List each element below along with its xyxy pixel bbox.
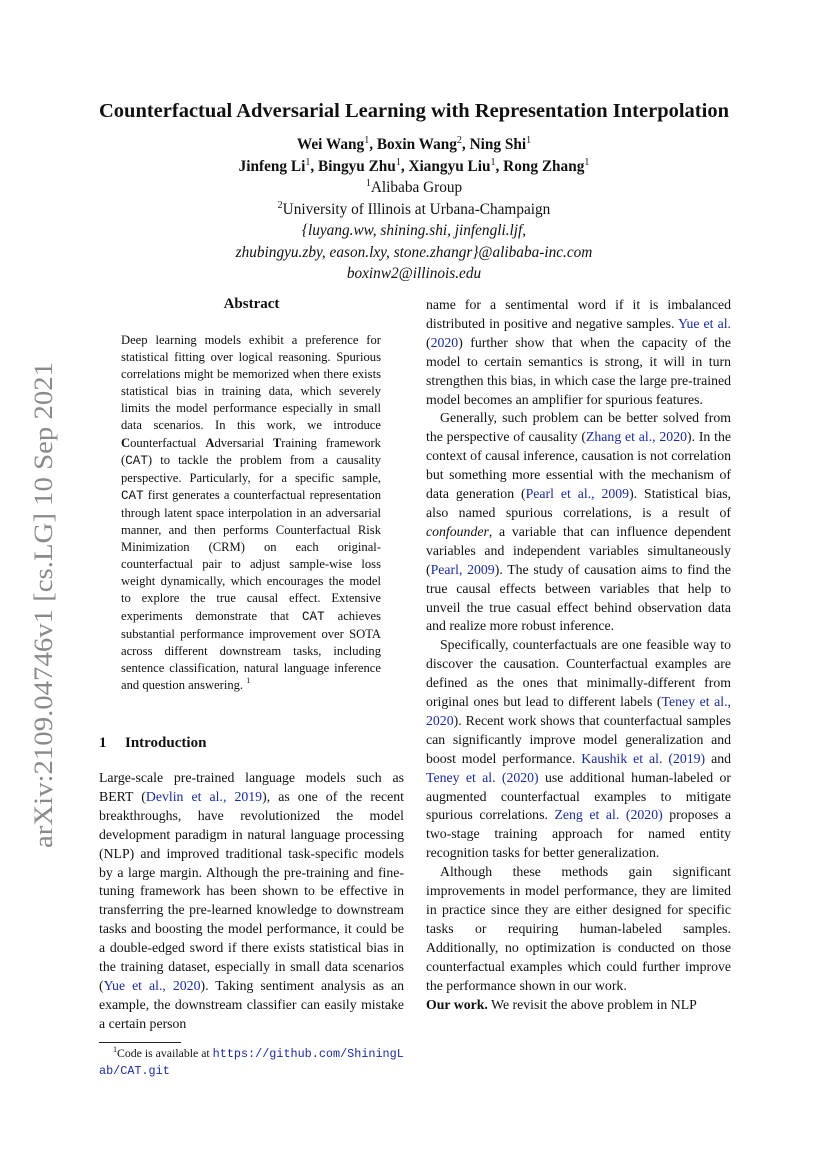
body-text: ). Statistical bias, also named spurious correlations, is a result of — [426, 486, 732, 520]
emphasized-term: confounder — [426, 523, 489, 539]
paper-title: Counterfactual Adversarial Learning with Representation Interpolation — [99, 100, 729, 122]
paragraph — [426, 996, 731, 1015]
body-text: name for a sentimental word if it is imbalanced distributed in positive and negative samples. — [426, 297, 731, 331]
abstract-body — [121, 332, 381, 694]
body-text: Specifically, counterfactuals are one feasible way to discover the causation. Counterfactual examples are defined as the ones that minimally-different from original ones but lead to different labels ( — [426, 637, 731, 710]
abstract-text: ounterfactual — [130, 435, 206, 450]
affiliation-name: University of Illinois at Urbana-Champaign — [282, 200, 551, 218]
paragraph — [426, 409, 731, 636]
footnote-number: 1 — [113, 1045, 117, 1054]
body-text: ) further show that when the capacity of the model to certain semantics is strong, it will in turn strengthen this bias, in which case the large pre-trained model becomes an amplifier for spurious features. — [426, 334, 731, 407]
abstract-text: ) to tackle the problem from a causality perspective. Particularly, for a specific sample, — [121, 452, 381, 485]
cat-code-name: CAT — [301, 609, 325, 624]
affiliation-name: Alibaba Group — [370, 179, 463, 196]
abstract-text: first generates a counterfactual representation through latent space interpolation in an adversarial manner, and then performs Counterfactual Risk Minimization (CRM) on each original-counterfactual pair to adjust sample-wise loss weight dynamically, which encourages the model to explore the true causal effect. Extensive experiments demonstrate that — [121, 487, 381, 623]
acronym-letter: A — [205, 435, 215, 450]
acronym-letter: T — [272, 435, 282, 450]
author-name: Xiangyu Liu — [408, 157, 491, 175]
affiliation-mark: 1 — [490, 156, 496, 168]
section-heading-introduction — [99, 735, 206, 752]
affiliation-mark: 1 — [305, 156, 311, 168]
body-text: ), as one of the recent breakthroughs, have revolutionized the model development paradigm in natural language processing (NLP) and improved traditional task-specific models by a large margin. Although the pre-training and fine-tuning framework has been shown to be effective in transferring the pre-learned knowledge to downstream tasks and boosting the model performance, it could be a double-edged sword if there exists statistical bias in the training dataset, especially in small data scenarios ( — [99, 788, 405, 993]
body-text: Large-scale pre-trained language models such as BERT ( — [99, 770, 404, 804]
run-in-heading: Our work. — [426, 996, 488, 1012]
paragraph — [99, 769, 404, 1034]
body-text: ). Recent work shows that counterfactual samples can significantly improve model generalization and boost model performance. — [426, 712, 731, 766]
right-column — [426, 296, 731, 1014]
affiliation-1 — [0, 177, 828, 199]
body-text: We revisit the above problem in NLP — [487, 996, 697, 1012]
abstract-text: Deep learning models exhibit a preference for statistical fitting over logical reasoning. Spurious correlations might be memorized when there exists statistical bias in training data, which severely limits the model performance especially in small data scenarios. In this work, we introduce — [121, 333, 381, 433]
email-line-2: zhubingyu.zby, eason.lxy, stone.zhangr}@alibaba-inc.com — [235, 243, 593, 261]
code-repository-link[interactable]: https://github.com/ShiningLab/CAT.git — [99, 1047, 404, 1078]
citation-link[interactable]: Devlin et al., 2019 — [145, 788, 263, 804]
author-name: Rong Zhang — [503, 157, 585, 175]
citation-link[interactable]: Zeng et al. (2020) — [554, 807, 663, 823]
citation-link[interactable]: Pearl et al., 2009 — [525, 486, 630, 502]
section-number: 1 — [99, 735, 107, 751]
arxiv-identifier-stamp — [16, 360, 66, 850]
section-title: Introduction — [125, 735, 207, 751]
body-text: ). The study of causation aims to find the true causal effects between variables that help to unveil the true casual effect behind observation data and realize more robust inference. — [426, 561, 732, 634]
introduction-left-column — [99, 769, 404, 1034]
body-text: Generally, such problem can be better solved from the perspective of causality ( — [426, 410, 731, 445]
body-text: use additional human-labeled or augmented counterfactual examples to mitigate spurious correlations. — [426, 769, 731, 823]
abstract-text: dversarial — [214, 435, 273, 450]
footnote-rule — [99, 1042, 181, 1043]
affiliation-number: 2 — [277, 199, 283, 211]
abstract-text: raining framework ( — [121, 435, 381, 467]
citation-link[interactable]: Zhang et al., 2020 — [585, 429, 687, 445]
body-text: ). Taking sentiment analysis as an example, the downstream classifier can easily mistake a certain person — [99, 977, 404, 1031]
paragraph — [426, 296, 731, 409]
author-name: Wei Wang — [296, 136, 365, 153]
cat-code-name: CAT — [125, 453, 148, 468]
author-separator: , — [369, 136, 377, 153]
author-name: Jinfeng Li — [238, 157, 306, 175]
acronym-letter: C — [121, 435, 131, 450]
footnote — [99, 1046, 404, 1080]
author-line-1 — [0, 134, 828, 156]
citation-link[interactable]: Teney et al., 2020 — [426, 694, 731, 728]
abstract-heading: Abstract — [223, 296, 280, 312]
citation-link[interactable]: Yue et al., 2020 — [103, 977, 201, 993]
author-separator: , — [400, 157, 409, 175]
author-separator: , — [461, 136, 470, 153]
author-block — [0, 134, 828, 285]
citation-link[interactable]: 2020 — [430, 334, 459, 350]
email-line-3: boxinw2@illinois.edu — [346, 265, 482, 282]
paragraph: Although these methods gain significant improvements in model performance, they are limited in practice since they are either designed for specific tasks or requiring human-labeled samples. Additionally, no optimization is conducted on those counterfactual examples which could further improve the performance shown in our work. — [426, 864, 731, 993]
affiliation-2 — [0, 199, 828, 221]
author-separator: , — [310, 157, 318, 175]
citation-link[interactable]: Kaushik et al. (2019) — [581, 750, 706, 766]
citation-link[interactable]: Yue et al. — [678, 315, 732, 331]
citation-link[interactable]: Pearl, 2009 — [430, 561, 495, 577]
author-name: Boxin Wang — [376, 136, 457, 153]
arxiv-identifier-text: arXiv:2109.04746v1 [cs.LG] 10 Sep 2021 — [28, 400, 58, 848]
body-text: and — [705, 750, 731, 766]
footnote-text: Code is available at — [117, 1046, 213, 1060]
affiliation-mark: 1 — [395, 156, 401, 168]
citation-link[interactable]: Teney et al. (2020) — [426, 769, 539, 785]
footnote-marker[interactable]: 1 — [246, 675, 251, 685]
affiliation-mark: 1 — [526, 135, 532, 146]
body-text: ( — [426, 334, 431, 350]
abstract-text: achieves substantial performance improvement over SOTA across different downstream tasks, including sentence classification, natural language inference and question answering. — [121, 608, 381, 692]
cat-code-name: CAT — [121, 488, 144, 503]
author-line-2 — [0, 156, 828, 178]
affiliation-mark: 2 — [456, 135, 462, 146]
author-name: Ning Shi — [469, 136, 527, 153]
affiliation-mark: 1 — [364, 135, 370, 146]
body-text: ). In the context of causal inference, causation is not correlation but something more essential with the mechanism of data generation ( — [426, 429, 731, 502]
email-line-1: {luyang.ww, shining.shi, jinfengli.ljf, — [301, 222, 527, 239]
author-name: Bingyu Zhu — [318, 157, 396, 175]
affiliation-mark: 1 — [584, 156, 590, 168]
paragraph — [426, 636, 731, 863]
affiliation-number: 1 — [365, 178, 371, 189]
body-text: proposes a two-stage training approach for named entity recognition tasks for better generalization. — [426, 807, 732, 861]
body-text: , a variable that can influence dependent variables and independent variables simultaneously ( — [426, 523, 731, 577]
author-separator: , — [495, 157, 504, 175]
